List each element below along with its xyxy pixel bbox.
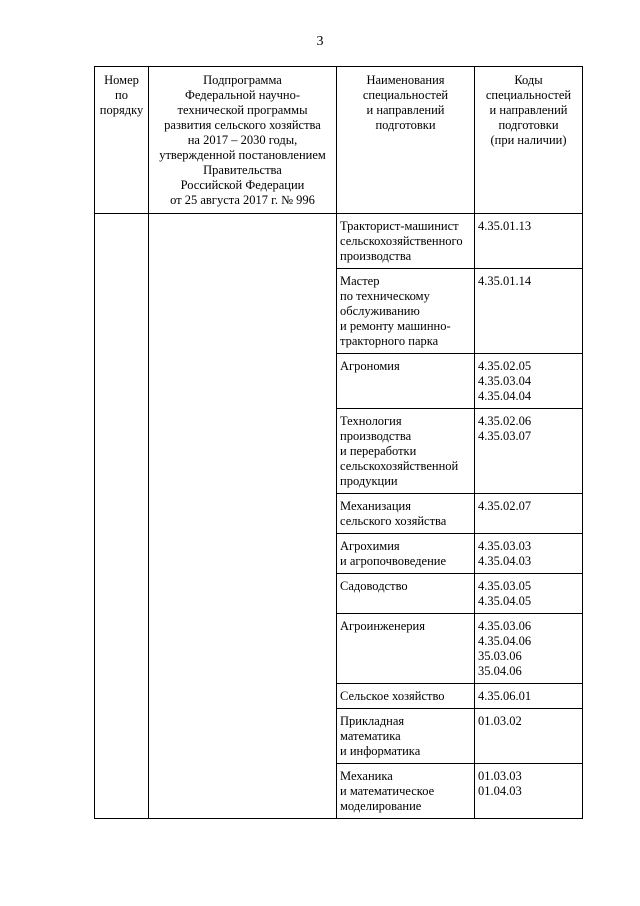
table-row <box>95 214 583 269</box>
number-cell <box>95 214 149 819</box>
specialties-table <box>94 66 583 819</box>
page-number: 3 <box>316 34 324 49</box>
header-subprogram: Подпрограмма Федеральной научно- технической программы развития сельского хозяйства на 2017 – 2030 годы, утвержденной постановлением Правительства Российской Федерации от 25 августа 2017 г. № 996 <box>149 67 337 214</box>
header-number: Номер по порядку <box>95 67 149 214</box>
header-names: Наименования специальностей и направлений подготовки <box>337 67 475 214</box>
subprogram-cell <box>149 214 337 819</box>
specialty-name: Тракторист-машинист сельскохозяйственного производства <box>337 214 475 269</box>
table-header-row <box>95 67 583 214</box>
specialty-codes: 4.35.02.05 4.35.03.04 4.35.04.04 <box>475 354 583 409</box>
specialty-codes: 01.03.03 01.04.03 <box>475 764 583 819</box>
specialty-codes: 4.35.02.07 <box>475 494 583 534</box>
specialty-name: Садоводство <box>337 574 475 614</box>
specialty-codes: 4.35.06.01 <box>475 684 583 709</box>
specialty-codes: 4.35.03.06 4.35.04.06 35.03.06 35.04.06 <box>475 614 583 684</box>
specialty-codes: 4.35.01.14 <box>475 269 583 354</box>
specialty-name: Агрономия <box>337 354 475 409</box>
specialty-name: Механизация сельского хозяйства <box>337 494 475 534</box>
specialty-codes: 4.35.01.13 <box>475 214 583 269</box>
specialty-name: Сельское хозяйство <box>337 684 475 709</box>
specialty-name: Механика и математическое моделирование <box>337 764 475 819</box>
specialty-codes: 4.35.02.06 4.35.03.07 <box>475 409 583 494</box>
header-codes: Коды специальностей и направлений подготовки (при наличии) <box>475 67 583 214</box>
specialty-name: Прикладная математика и информатика <box>337 709 475 764</box>
specialty-name: Агрохимия и агропочвоведение <box>337 534 475 574</box>
specialty-name: Технология производства и переработки сельскохозяйственной продукции <box>337 409 475 494</box>
specialty-codes: 4.35.03.05 4.35.04.05 <box>475 574 583 614</box>
specialty-name: Мастер по техническому обслуживанию и ремонту машинно- тракторного парка <box>337 269 475 354</box>
specialty-codes: 4.35.03.03 4.35.04.03 <box>475 534 583 574</box>
specialty-codes: 01.03.02 <box>475 709 583 764</box>
specialty-name: Агроинженерия <box>337 614 475 684</box>
